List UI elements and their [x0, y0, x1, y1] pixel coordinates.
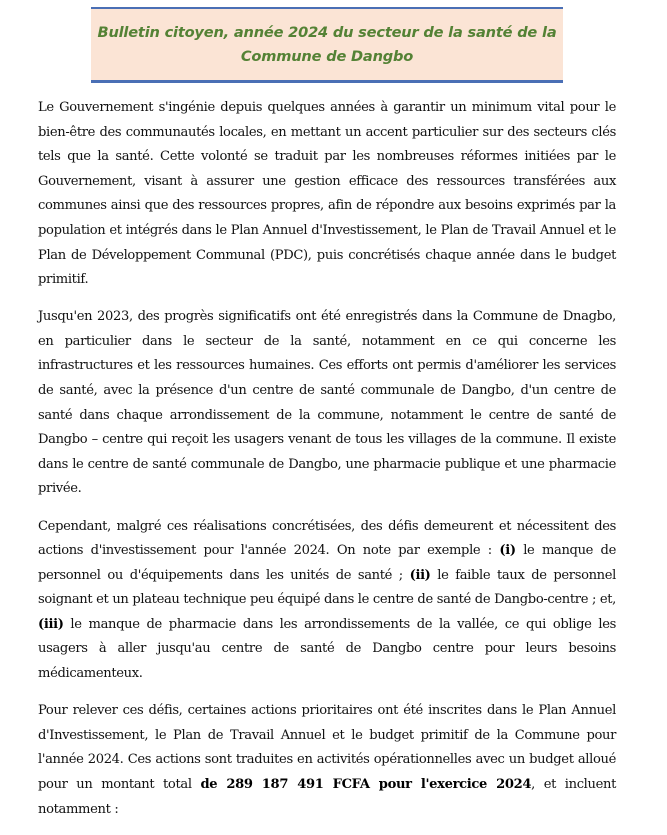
challenge-marker-ii: (ii) — [409, 567, 431, 583]
paragraph-progress-2023: Jusqu'en 2023, des progrès significatifs ont été enregistrés dans la Commune de Dnagbo, en particulier dans le secteur de la santé, notamment en ce qui concerne les infrastructures et les ressources humaines. Ces efforts ont permis d'améliorer les services de santé, avec la présence d'un centre de santé communale de Dangbo, d'un centre de santé dans chaque arrondissement de la commune, notamment le centre de santé de Dangbo – centre qui reçoit les usagers venant de tous les villages de la commune. Il existe dans le centre de santé communale de Dangbo, une pharmacie publique et une pharmacie privée. — [38, 309, 616, 497]
bulletin-title — [92, 21, 563, 69]
priority-actions-text: Pour relever ces défis, certaines actions prioritaires ont été inscrites dans le Plan Annuel d'Investissement, le Plan de Travail Annuel et le budget primitif de la Commune pour l'année 2024. Ces actions sont traduites en activités opérationnelles avec un budget alloué pour un montant total — [38, 703, 616, 792]
budget-total-amount: de 289 187 491 FCFA pour l'exercice 2024 — [200, 776, 532, 792]
bulletin-title-box — [91, 7, 563, 83]
paragraph-intro-government: Le Gouvernement s'ingénie depuis quelques années à garantir un minimum vital pour le bien-être des communautés locales, en mettant un accent particulier sur des secteurs clés tels que la santé. Cette volonté se traduit par les nombreuses réformes initiées par le Gouvernement, visant à assurer une gestion efficace des ressources transférées aux communes ainsi que des ressources propres, afin de répondre aux besoins exprimés par la population et intégrés dans le Plan Annuel d'Investissement, le Plan de Travail Annuel et le Plan de Développement Communal (PDC), puis concrétisés chaque année dans le budget primitif. — [38, 100, 616, 288]
document-body — [38, 96, 616, 835]
paragraph-challenges — [38, 515, 616, 687]
challenge-marker-iii: (iii) — [38, 616, 64, 632]
bulletin-title-line2: Commune de Dangbo — [240, 47, 414, 65]
paragraph-priority-actions — [38, 699, 616, 822]
bulletin-title-line1: Bulletin citoyen, année 2024 du secteur de la santé de la — [97, 23, 557, 41]
challenges-intro: Cependant, malgré ces réalisations concrétisées, des défis demeurent et nécessitent des actions d'investissement pour l'année 2024. On note par exemple : — [38, 518, 616, 559]
challenge-text-i: le manque de personnel ou d'équipements dans les unités de santé ; — [38, 543, 616, 583]
priority-actions-tail: , et incluent notamment : — [38, 776, 616, 817]
challenge-text-ii: le faible taux de personnel soignant et un plateau technique peu équipé dans le centre de santé de Dangbo-centre ; et, — [38, 567, 617, 608]
challenge-text-iii: le manque de pharmacie dans les arrondissements de la vallée, ce qui oblige les usagers à aller jusqu'au centre de santé de Dangbo centre pour leurs besoins médicamenteux. — [38, 616, 616, 682]
challenge-marker-i: (i) — [499, 543, 516, 559]
